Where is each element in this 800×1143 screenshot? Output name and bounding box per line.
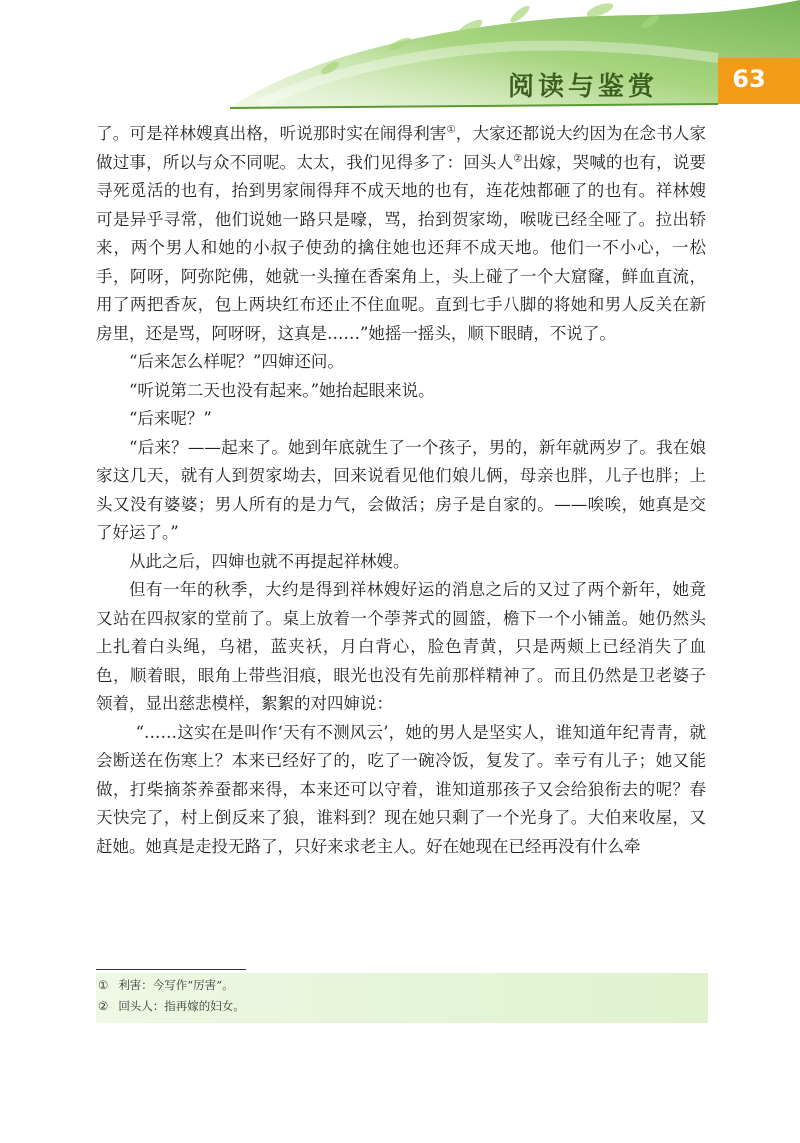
body-text: [96, 120, 706, 861]
footnote-1: ① 利害：今写作“厉害”。: [98, 978, 234, 992]
paragraph: “后来怎么样呢？”四婶还问。: [129, 352, 344, 371]
page-number: 63: [732, 65, 766, 93]
paragraph: 但有一年的秋季，大约是得到祥林嫂好运的消息之后的又过了两个新年，她竟又站在四叔家的堂前了。桌上放着一个荸荠式的圆篮，檐下一个小铺盖。她仍然头上扎着白头绳，乌裙，蓝夹袄，月白背心，脸色青黄，只是两颊上已经消失了血色，顺着眼，眼角上带些泪痕，眼光也没有先前那样精神了。而且仍然是卫老婆子领着，显出慈悲模样，絮絮的对四婶说：: [96, 580, 706, 713]
paragraph: “后来呢？”: [129, 409, 212, 428]
footnote-ref: ①: [446, 124, 456, 136]
paragraph: 了。可是祥林嫂真出格，听说那时实在闹得利害①，大家还都说大约因为在念书人家做过事，所以与众不同呢。太太，我们见得多了：回头人②出嫁，哭喊的也有，说要寻死觅活的也有，抬到男家闹得拜不成天地的也有，连花烛都砸了的也有。祥林嫂可是异乎寻常，他们说她一路只是嚎，骂，抬到贺家坳，喉咙已经全哑了。拉出轿来，两个男人和她的小叔子使劲的擒住她也还拜不成天地。他们一不小心，一松手，阿呀，阿弥陀佛，她就一头撞在香案角上，头上碰了一个大窟窿，鲜血直流，用了两把香灰，包上两块红布还止不住血呢。直到七手八脚的将她和男人反关在新房里，还是骂，阿呀呀，这真是……”她摇一摇头，顺下眼睛，不说了。: [96, 124, 707, 343]
footnote-2: ② 回头人：指再嫁的妇女。: [98, 999, 245, 1013]
paragraph: “后来？——起来了。她到年底就生了一个孩子，男的，新年就两岁了。我在娘家这几天，就有人到贺家坳去，回来说看见他们娘儿俩，母亲也胖，儿子也胖；上头又没有婆婆；男人所有的是力气，会做活；房子是自家的。——唉唉，她真是交了好运了。”: [96, 437, 706, 542]
page-number-tab: [718, 58, 800, 104]
footnote-ref: ②: [513, 153, 523, 164]
section-title: 阅读与鉴赏: [508, 72, 659, 102]
header-leaf-decoration: [0, 0, 800, 110]
paragraph: 从此之后，四婶也就不再提起祥林嫂。: [129, 551, 410, 571]
paragraph: “听说第二天也没有起来。”她抬起眼来说。: [129, 380, 435, 400]
paragraph: “……这实在是叫作‘天有不测风云’，她的男人是坚实人，谁知道年纪青青，就会断送在伤寒上？本来已经好了的，吃了一碗冷饭，复发了。幸亏有儿子；她又能做，打柴摘茶养蚕都来得，本来还可以守着，谁知道那孩子又会给狼衔去的呢？春天快完了，村上倒反来了狼，谁料到？现在她只剩了一个光身了。大伯来收屋，又赶她。她真是走投无路了，只好来求老主人。好在她现在已经再没有什么牵: [96, 722, 706, 856]
footnote-divider: [96, 969, 246, 970]
